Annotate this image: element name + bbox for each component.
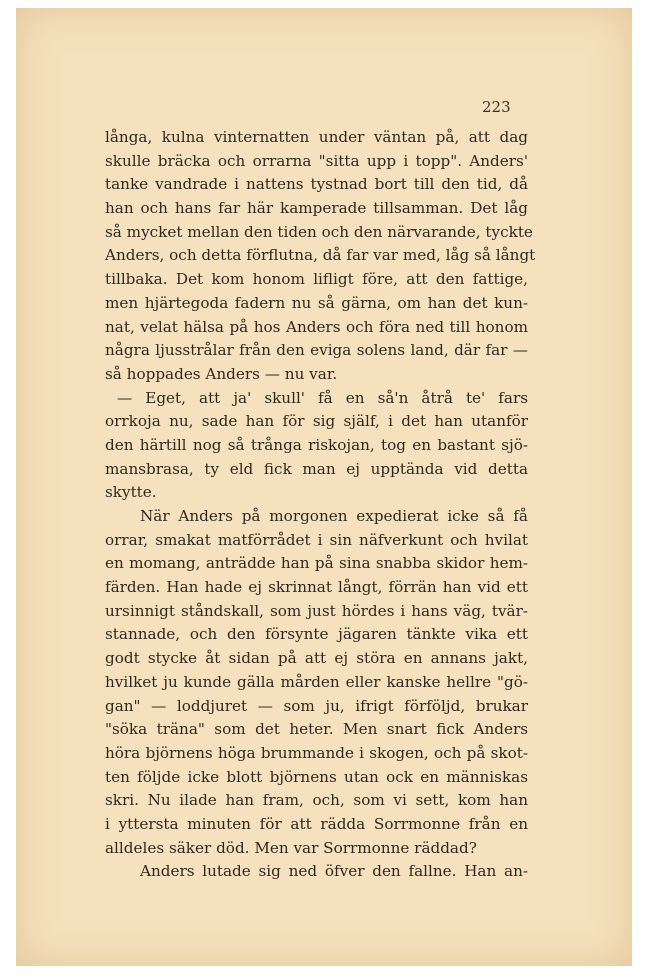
text-line: i yttersta minuten för att rädda Sorrmonne från en [105,814,528,833]
text-line: så mycket mellan den tiden och den närvarande, tyckte [105,222,533,241]
text-line: tillbaka. Det kom honom lifligt före, att den fattige, [105,270,528,289]
text-line: stannade, och den försynte jägaren tänkte vika ett [105,625,528,644]
body-text [105,126,536,884]
text-line: några ljusstrålar från den eviga solens land, där far — [105,341,528,360]
text-line: en momang, anträdde han på sina snabba skidor hem- [105,554,528,573]
text-line: Anders lutade sig ned öfver den fallne. Han an- [140,862,528,881]
text-line: skytte. [105,483,157,502]
text-line: färden. Han hade ej skrinnat långt, förrän han vid ett [105,578,528,597]
page-number: 223 [482,98,511,116]
text-line: ten följde icke blott björnens utan ock en människas [105,767,528,786]
text-line: mansbrasa, ty eld fick man ej upptända vid detta [105,459,528,478]
text-line: så hoppades Anders — nu var. [105,364,338,383]
text-line: hvilket ju kunde gälla mården eller kanske hellre "gö- [105,672,528,691]
text-line: Anders, och detta förflutna, då far var med, låg så långt [105,246,536,265]
book-page [16,8,632,966]
text-line: orrkoja nu, sade han för sig själf, i det han utanför [105,412,528,431]
text-line: godt stycke åt sidan på att ej störa en annans jakt, [105,649,528,668]
text-line: ursinnigt ståndskall, som just hördes i hans väg, tvär- [105,601,528,620]
text-line: alldeles säker död. Men var Sorrmonne räddad? [105,838,477,857]
text-line: men hjärtegoda fadern nu så gärna, om han det kun- [105,293,528,312]
text-line: han och hans far här kamperade tillsamman. Det låg [105,199,528,218]
text-line: nat, velat hälsa på hos Anders och föra ned till honom [105,317,528,336]
text-line: När Anders på morgonen expedierat icke så få [140,507,528,525]
text-line: skulle bräcka och orrarna "sitta upp i topp". Anders' [105,151,528,170]
text-line: den härtill nog så trånga riskojan, tog en bastant sjö- [105,435,528,454]
text-line: orrar, smakat matförrådet i sin näfverkunt och hvilat [105,530,528,549]
text-line: "söka träna" som det heter. Men snart fick Anders [105,720,528,739]
text-line: skri. Nu ilade han fram, och, som vi sett, kom han [105,791,528,810]
text-line: — Eget, att ja' skull' få en så'n åtrå te' fars [117,388,528,407]
text-line: höra björnens höga brummande i skogen, och på skot- [105,743,528,762]
text-line: tanke vandrade i nattens tystnad bort till den tid, då [105,175,528,194]
text-line: långa, kulna vinternatten under väntan på, att dag [105,128,528,146]
text-line: gan" — loddjuret — som ju, ifrigt förföljd, brukar [105,696,528,715]
